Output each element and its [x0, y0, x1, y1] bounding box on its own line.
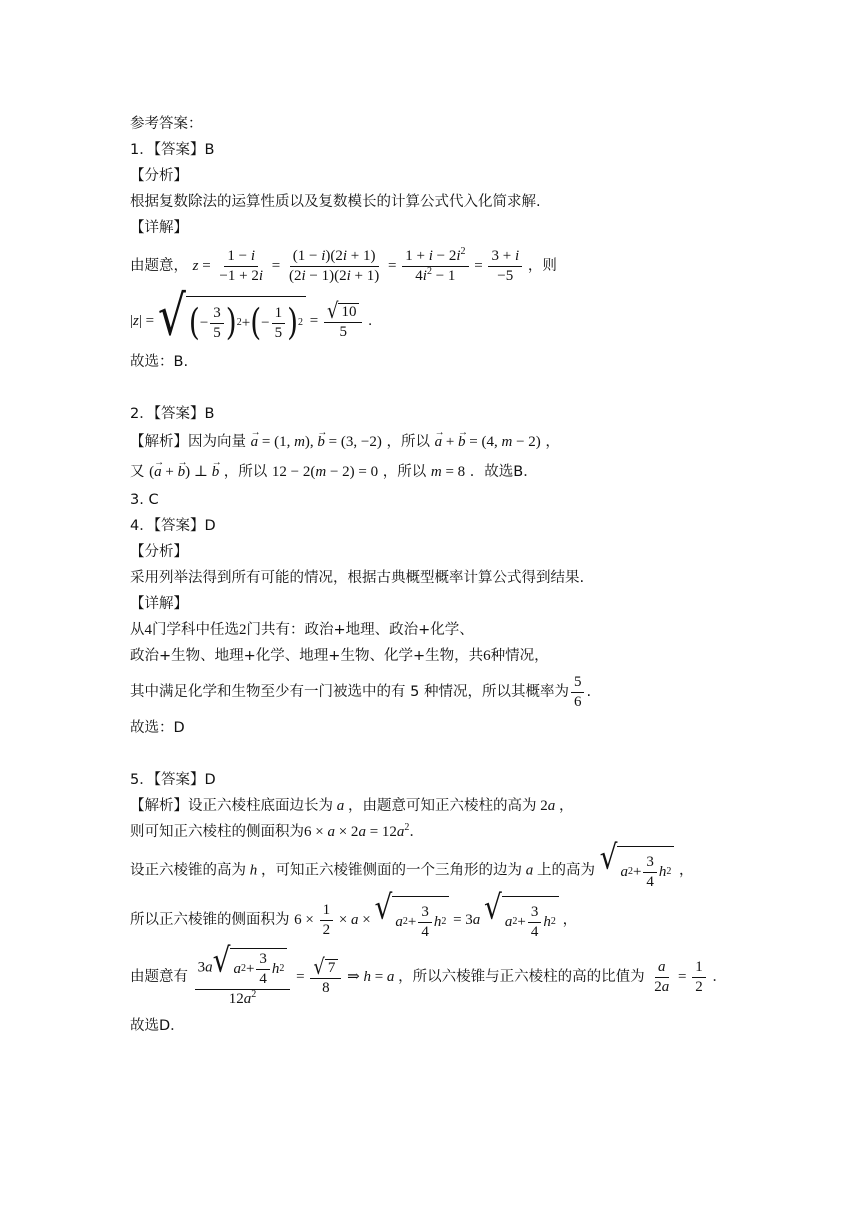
q4-analysis-tag: 【分析】	[130, 544, 188, 560]
q4-choose: 故选：D	[130, 720, 185, 736]
q2-line2: 又 (→ a + → b) ⊥ → b ，所以 12 − 2(m − 2) = 0 ，所以 m = 8 ．故选B．	[130, 462, 538, 482]
q4-analysis: 采用列举法得到所有可能的情况，根据古典概型概率计算公式得到结果.	[130, 570, 585, 586]
q5-formula-prism-area: $6 \times a \times 2a = 12a^2$	[304, 822, 410, 840]
q5-choose: 故选D．	[130, 1018, 185, 1034]
q5-formula-height-ratio: $\frac{a}{2a}$ = $\frac{1}{2}$	[649, 969, 707, 985]
q3-answer: 3. C	[130, 492, 159, 508]
q5-formula-pyramid-area: 6 × $\frac{1}{2}$ × a × √ a 2 + $\frac{3}{4}$ h 2 = 3a √ a 2 + $\frac{3}{4}$ h 2	[294, 912, 563, 928]
q1-detail-tag: 【详解】	[130, 220, 188, 236]
q1-formula-modulus: |z| = √ ( − $\frac{3}{5}$ ) 2 + ( − $\frac{1}{5}$ ) 2 = √ 10 5 .	[130, 284, 372, 349]
q5-line5: 由题意有 3a √ a 2 + $\frac{3}{4}$ h 2 $12a^2$ = √ 7 8 ⇒ h = a ，所以六棱锥与正六棱柱的高的比值为 $\frac{a}{2a}$ = $\frac{1}{2}$ ．	[130, 939, 727, 1007]
q2-formula-vectors: → a = (1, m), → b = (3, −2)	[251, 434, 382, 450]
q5-line2: 则可知正六棱柱的侧面积为$6 \times a \times 2a = 12a^2$．	[130, 822, 424, 840]
q4-detail-tag: 【详解】	[130, 596, 188, 612]
q5-formula-ratio: 3a √ a 2 + $\frac{3}{4}$ h 2 $12a^2$ = √ 7 8 ⇒ h = a	[193, 969, 399, 985]
q2-line1: 【解析】因为向量 → a = (1, m), → b = (3, −2) ，所以 → a + → b = (4, m − 2) ，	[130, 432, 560, 452]
q1-formula-z: z = $\frac{1 - i}{-1 + 2i}$ = $\frac{(1 - i)(2i + 1)}{(2i - 1)(2i + 1)}$ = $\frac{1 + i - 2i^2}{4i^2 - 1}$ = $\frac{3 + i}{-5}$	[193, 258, 528, 274]
q5-line3: 设正六棱锥的高为 h ，可知正六棱锥侧面的一个三角形的边为 a 上的高为 √ a 2 + $\frac{3}{4}$ h 2 ，	[130, 846, 694, 895]
q1-choose: 故选：B.	[130, 354, 189, 370]
q5-line1: 【解析】设正六棱柱底面边长为 a ，由题意可知正六棱柱的高为 2a ，	[130, 798, 574, 814]
q1-solution-line: 由题意， z = $\frac{1 - i}{-1 + 2i}$ = $\frac{(1 - i)(2i + 1)}{(2i - 1)(2i + 1)}$ = $\frac{1 + i - 2i^2}{4i^2 - 1}$ = $\frac{3 + i}{-5}$ ，则	[130, 246, 557, 285]
q4-detail-line1: 从4门学科中任选2门共有：政治+地理、政治+化学、	[130, 622, 474, 638]
page-heading: 参考答案：	[130, 116, 203, 132]
q1-analysis-tag: 【分析】	[130, 168, 188, 184]
q1-answer: 1．【答案】B	[130, 142, 215, 158]
q4-probability: $\frac{5}{6}$	[571, 674, 585, 711]
q1-modulus-line	[130, 284, 372, 349]
q2-formula-sum: → a + → b = (4, m − 2)	[435, 434, 541, 450]
q2-formula-m: m = 8	[430, 464, 466, 480]
q2-answer: 2．【答案】B	[130, 406, 215, 422]
q2-formula-perp: (→ a + → b) ⊥ → b	[149, 464, 219, 480]
q5-formula-slant: √ a 2 + $\frac{3}{4}$ h 2	[600, 846, 675, 895]
q5-line4: 所以正六棱锥的侧面积为 6 × $\frac{1}{2}$ × a × √ a 2 + $\frac{3}{4}$ h 2 = 3a √ a 2 + $\frac{3}{4}$ h 2 ，	[130, 896, 577, 945]
q4-detail-line2: 政治+生物、地理+化学、地理+生物、化学+生物，共6种情况，	[130, 648, 549, 664]
q5-answer: 5．【答案】D	[130, 772, 216, 788]
q4-detail-line3: 其中满足化学和生物至少有一门被选中的有 5 种情况，所以其概率为 $\frac{5}{6}$ .	[130, 673, 592, 710]
q1-analysis: 根据复数除法的运算性质以及复数模长的计算公式代入化简求解.	[130, 194, 541, 210]
q2-formula-eq: 12 − 2(m − 2) = 0	[271, 464, 379, 480]
q4-answer: 4．【答案】D	[130, 518, 216, 534]
